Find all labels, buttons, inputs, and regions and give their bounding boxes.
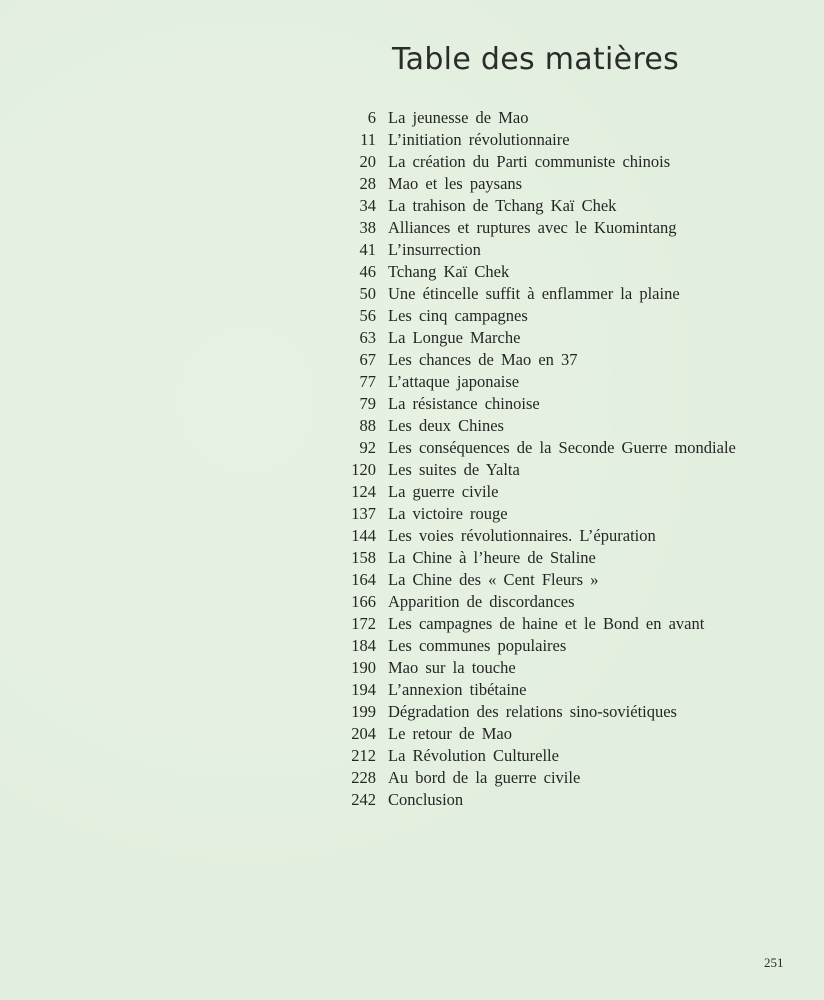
toc-entry xyxy=(336,107,806,129)
toc-chapter-title: La victoire rouge xyxy=(388,504,508,523)
toc-entry xyxy=(336,217,806,239)
toc-page-number: 34 xyxy=(359,196,376,215)
toc-chapter-title: La résistance chinoise xyxy=(388,394,540,413)
toc-chapter-title: Mao sur la touche xyxy=(388,658,516,677)
toc-chapter-title: La Révolution Culturelle xyxy=(388,746,559,765)
toc-page-number: 20 xyxy=(359,152,376,171)
toc-page-number: 212 xyxy=(351,746,376,765)
toc-page-number: 6 xyxy=(367,108,376,127)
toc-page-number: 88 xyxy=(359,416,376,435)
toc-chapter-title: Alliances et ruptures avec le Kuomintang xyxy=(388,218,677,237)
toc-entry xyxy=(336,349,806,371)
toc-chapter-title: Conclusion xyxy=(388,790,464,809)
toc-page-number: 77 xyxy=(359,372,376,391)
toc-entry xyxy=(336,393,806,415)
toc-entry xyxy=(336,701,806,723)
toc-entry xyxy=(336,151,806,173)
toc-chapter-title: L’annexion tibétaine xyxy=(388,680,527,699)
toc-chapter-title: Au bord de la guerre civile xyxy=(388,768,581,787)
toc-page-number: 242 xyxy=(351,790,376,809)
toc-entry xyxy=(336,767,806,789)
toc-chapter-title: Les campagnes de haine et le Bond en avant xyxy=(388,614,705,633)
toc-chapter-title: Le retour de Mao xyxy=(388,724,512,743)
toc-entry xyxy=(336,745,806,767)
toc-page-number: 164 xyxy=(351,570,376,589)
toc-entry xyxy=(336,679,806,701)
toc-chapter-title: Mao et les paysans xyxy=(388,174,523,193)
table-of-contents xyxy=(336,107,806,811)
toc-chapter-title: Les voies révolutionnaires. L’épuration xyxy=(388,526,656,545)
toc-entry xyxy=(336,723,806,745)
toc-page-number: 79 xyxy=(359,394,376,413)
toc-entry xyxy=(336,283,806,305)
toc-chapter-title: La Chine des « Cent Fleurs » xyxy=(388,570,599,589)
toc-chapter-title: Dégradation des relations sino-soviétiques xyxy=(388,702,677,721)
toc-entry xyxy=(336,569,806,591)
toc-chapter-title: Les conséquences de la Seconde Guerre mondiale xyxy=(388,438,736,457)
toc-chapter-title: La Longue Marche xyxy=(388,328,521,347)
toc-chapter-title: Les chances de Mao en 37 xyxy=(388,350,578,369)
toc-chapter-title: L’attaque japonaise xyxy=(388,372,520,391)
toc-chapter-title: La jeunesse de Mao xyxy=(388,108,529,127)
toc-entry xyxy=(336,261,806,283)
toc-page-number: 124 xyxy=(351,482,376,501)
toc-page-number: 190 xyxy=(351,658,376,677)
toc-chapter-title: La Chine à l’heure de Staline xyxy=(388,548,596,567)
toc-page-number: 11 xyxy=(360,130,376,149)
page-number: 251 xyxy=(764,955,784,970)
toc-entry xyxy=(336,481,806,503)
toc-page-number: 184 xyxy=(351,636,376,655)
toc-page-number: 28 xyxy=(359,174,376,193)
toc-chapter-title: Tchang Kaï Chek xyxy=(388,262,510,281)
toc-entry xyxy=(336,635,806,657)
toc-entry xyxy=(336,305,806,327)
toc-page-number: 166 xyxy=(351,592,376,611)
toc-page-number: 120 xyxy=(351,460,376,479)
toc-chapter-title: La guerre civile xyxy=(388,482,499,501)
toc-page-number: 228 xyxy=(351,768,376,787)
page-title: Table des matières xyxy=(392,42,680,77)
toc-entry xyxy=(336,547,806,569)
toc-page-number: 137 xyxy=(351,504,376,523)
toc-page-number: 50 xyxy=(359,284,376,303)
toc-entry xyxy=(336,503,806,525)
toc-entry xyxy=(336,459,806,481)
toc-chapter-title: La création du Parti communiste chinois xyxy=(388,152,671,171)
toc-chapter-title: L’insurrection xyxy=(388,240,481,259)
toc-entry xyxy=(336,525,806,547)
toc-entry xyxy=(336,415,806,437)
toc-entry xyxy=(336,437,806,459)
toc-entry xyxy=(336,239,806,261)
toc-chapter-title: Apparition de discordances xyxy=(388,592,575,611)
toc-page-number: 63 xyxy=(359,328,376,347)
toc-page-number: 38 xyxy=(359,218,376,237)
toc-entry xyxy=(336,173,806,195)
toc-chapter-title: Les cinq campagnes xyxy=(388,306,528,325)
toc-page-number: 144 xyxy=(351,526,376,545)
toc-page-number: 67 xyxy=(359,350,376,369)
toc-page-number: 41 xyxy=(359,240,376,259)
toc-page-number: 56 xyxy=(359,306,376,325)
toc-chapter-title: L’initiation révolutionnaire xyxy=(388,130,570,149)
toc-page-number: 92 xyxy=(359,438,376,457)
toc-page-number: 199 xyxy=(351,702,376,721)
toc-chapter-title: Les communes populaires xyxy=(388,636,567,655)
toc-page-number: 46 xyxy=(359,262,376,281)
toc-chapter-title: Les suites de Yalta xyxy=(388,460,520,479)
toc-entry xyxy=(336,657,806,679)
toc-chapter-title: La trahison de Tchang Kaï Chek xyxy=(388,196,617,215)
toc-entry xyxy=(336,195,806,217)
toc-chapter-title: Les deux Chines xyxy=(388,416,504,435)
toc-entry xyxy=(336,129,806,151)
toc-page-number: 194 xyxy=(351,680,376,699)
toc-page-number: 158 xyxy=(351,548,376,567)
toc-page-number: 204 xyxy=(351,724,376,743)
toc-entry xyxy=(336,789,806,811)
toc-page-number: 172 xyxy=(351,614,376,633)
toc-entry xyxy=(336,613,806,635)
toc-chapter-title: Une étincelle suffit à enflammer la plaine xyxy=(388,284,680,303)
toc-entry xyxy=(336,327,806,349)
toc-entry xyxy=(336,371,806,393)
toc-entry xyxy=(336,591,806,613)
